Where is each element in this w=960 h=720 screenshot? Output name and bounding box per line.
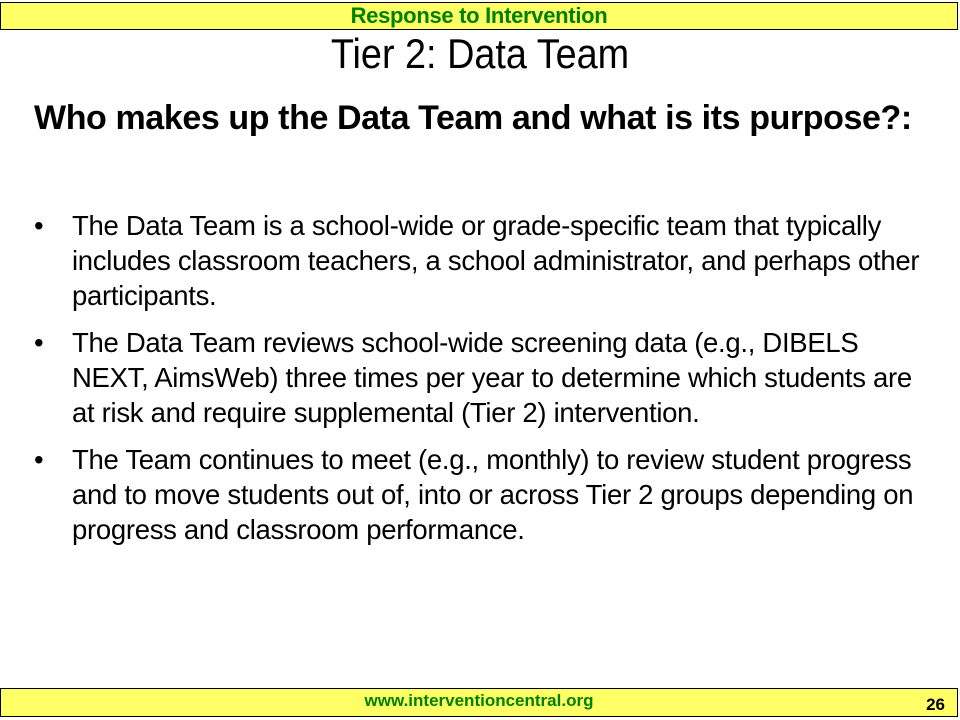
bullet-text: The Data Team is a school-wide or grade-specific team that typically includes classroom teachers, a school administrator, and perhaps other participants. xyxy=(72,210,920,311)
footer-url: www.interventioncentral.org xyxy=(364,691,594,710)
bullet-text: The Data Team reviews school-wide screening data (e.g., DIBELS NEXT, AimsWeb) three times per year to determine which students are at risk and require supplemental (Tier 2) intervention. xyxy=(72,327,912,428)
question-heading: Who makes up the Data Team and what is its purpose?: xyxy=(34,99,912,137)
header-banner xyxy=(0,2,958,30)
bullet-item xyxy=(34,208,924,313)
bullet-dot-icon: • xyxy=(34,327,44,358)
bullet-dot-icon: • xyxy=(34,444,44,475)
bullet-text: The Team continues to meet (e.g., monthly) to review student progress and to move students out of, into or across Tier 2 groups depending on progress and classroom performance. xyxy=(72,444,914,545)
header-banner-title: Response to Intervention xyxy=(350,3,608,28)
page-number: 26 xyxy=(926,695,945,714)
footer-banner xyxy=(0,688,958,717)
bullet-dot-icon: • xyxy=(34,210,44,241)
slide-title: Tier 2: Data Team xyxy=(330,30,630,77)
bullet-item xyxy=(34,325,924,430)
bullet-item xyxy=(34,442,924,547)
bullet-list xyxy=(34,208,924,559)
